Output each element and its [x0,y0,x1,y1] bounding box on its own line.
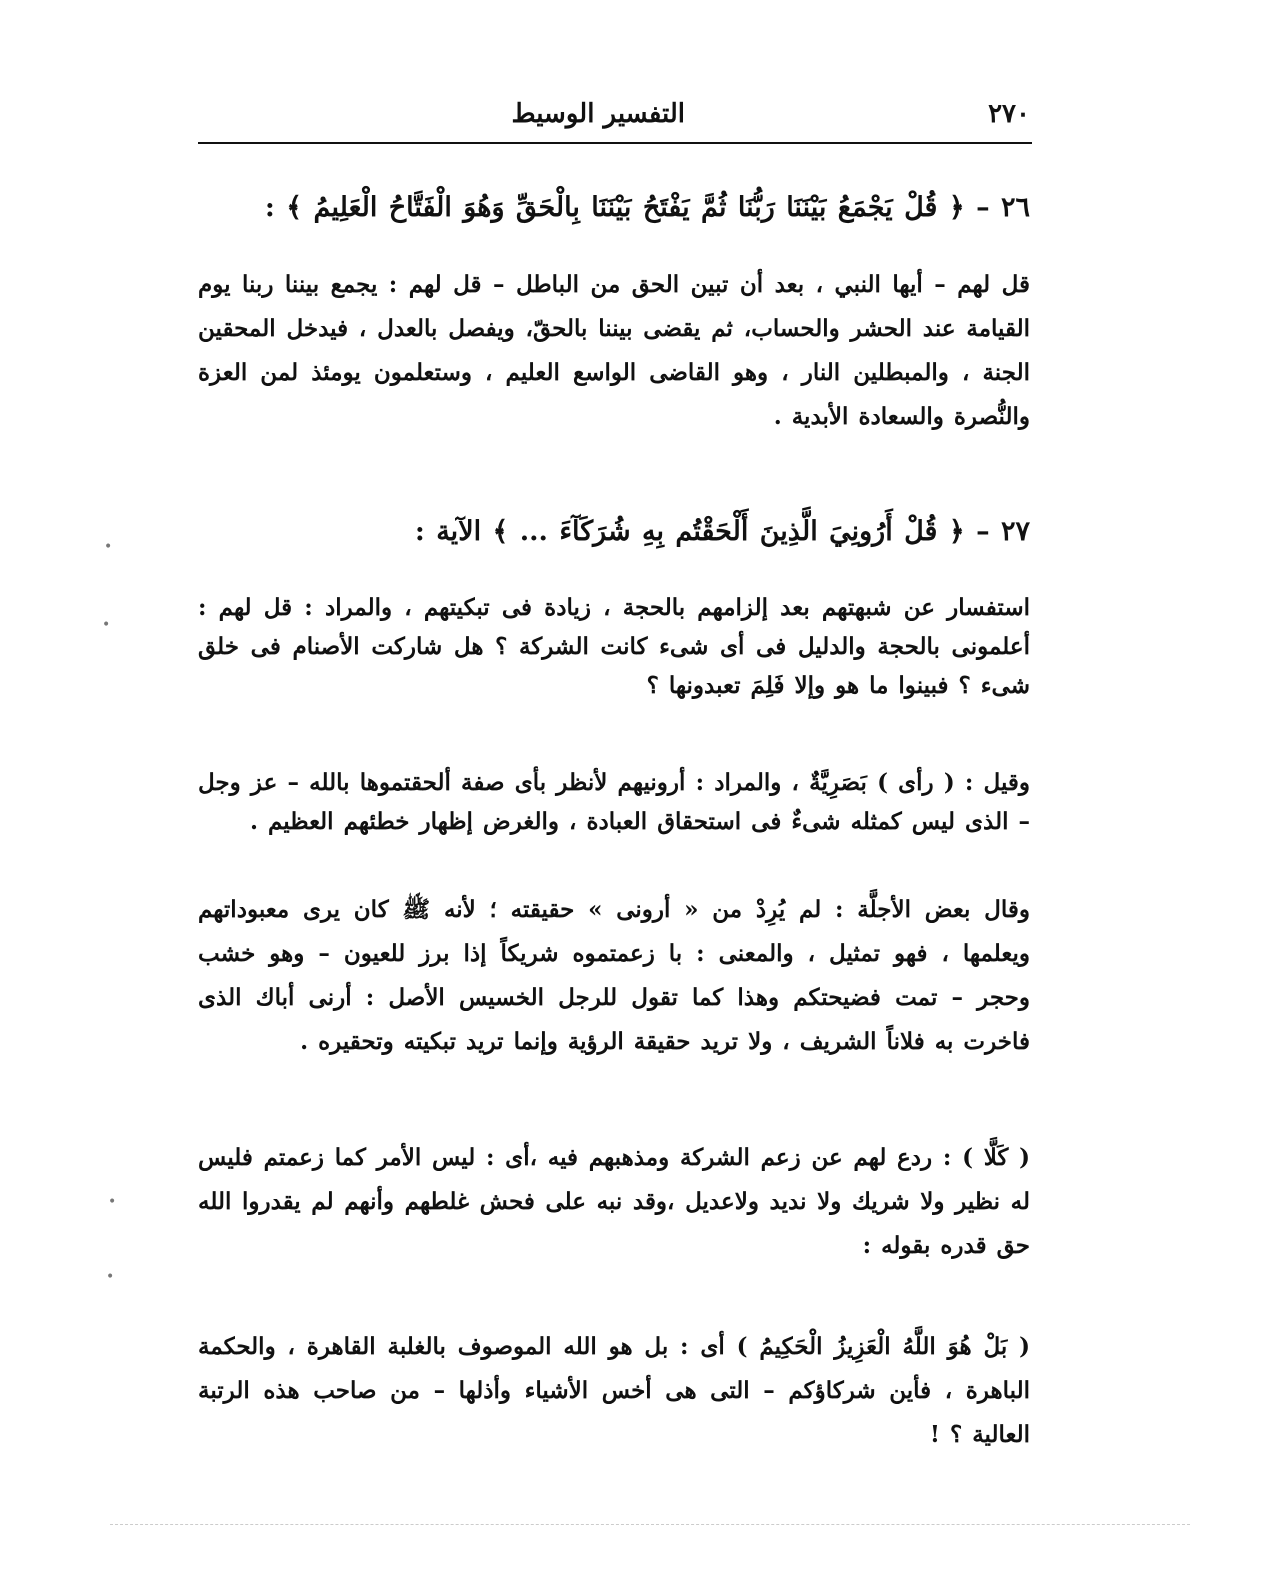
scan-speck: • [102,617,111,633]
verse-27-heading: ٢٧ – ﴿ قُلْ أَرُونِيَ الَّذِينَ أَلْحَقْتُم بِهِ شُرَكَآءَ ... ﴾ الآية : [414,516,1030,547]
verse-26-heading: ٢٦ – ﴿ قُلْ يَجْمَعُ بَيْنَنَا رَبُّنَا ثُمَّ يَفْتَحُ بَيْنَنَا بِالْحَقِّ وَهُوَ الْفَتَّاحُ الْعَلِيمُ ﴾ : [264,192,1030,223]
commentary-kalla: ( كَلَّا ) : ردع لهم عن زعم الشركة ومذهبهم فيه ،أى : ليس الأمر كما زعمتم فليس له نظير ولا شريك ولا نديد ولاعديل ،وقد نبه على فحش غلطهم وأنهم لم يقدروا الله حق قدره بقوله : [198,1144,1030,1259]
commentary-verse-27-a: استفسار عن شبهتهم بعد إلزامهم بالحجة ، زيادة فى تبكيتهم ، والمراد : قل لهم : أعلمونى بالحجة والدليل فى أى شىء كانت الشركة ؟ هل شاركت الأصنام فى خلق شىء ؟ فبينوا ما هو وإلا فَلِمَ تعبدونها ؟ [198,594,1030,699]
scan-edge-line [110,1524,1190,1525]
commentary-bal-huwa-allah: ( بَلْ هُوَ اللَّهُ الْعَزِيزُ الْحَكِيمُ ) أى : بل هو الله الموصوف بالغلبة القاهرة ، والحكمة الباهرة ، فأين شركاؤكم – التى هى أخس الأشياء وأذلها – من صاحب هذه الرتبة العالية ؟ ! [198,1333,1030,1448]
commentary-verse-27-b: وقيل : ( رأى ) بَصَرِيَّةٌ ، والمراد : أرونيهم لأنظر بأى صفة ألحقتموها بالله – عز وجل – الذى ليس كمثله شىءٌ فى استحقاق العبادة ، والغرض إظهار خطئهم العظيم . [198,769,1030,835]
commentary-verse-27-c: وقال بعض الأجلَّة : لم يُرِدْ من « أرونى » حقيقته ؛ لأنه ﷺ كان يرى معبوداتهم ويعلمها ، فهو تمثيل ، والمعنى : با زعمتموه شريكاً إذا برز للعيون – وهو خشب وحجر – تمت فضيحتكم وهذا كما تقول للرجل الخسيس الأصل : أرنى أباك الذى فاخرت به فلاناً الشريف ، ولا تريد حقيقة الرؤية وإنما تريد تبكيته وتحقيره . [198,896,1030,1055]
page-number: ٢٧٠ [988,99,1030,129]
commentary-verse-26: قل لهم – أيها النبي ، بعد أن تبين الحق من الباطل – قل لهم : يجمع بيننا ربنا يوم القيامة عند الحشر والحساب، ثم يقضى بيننا بالحقّ، ويفصل بالعدل ، فيدخل المحقين الجنة ، والمبطلين النار ، وهو القاضى الواسع العليم ، وستعلمون يومئذ لمن العزة والنُّصرة والسعادة الأبدية . [198,271,1030,430]
scan-speck: • [104,539,113,555]
scan-speck: • [108,1194,117,1210]
running-head [198,96,1030,132]
header-rule [198,142,1032,144]
scan-speck: • [106,1269,115,1285]
book-title: التفسير الوسيط [511,99,685,129]
